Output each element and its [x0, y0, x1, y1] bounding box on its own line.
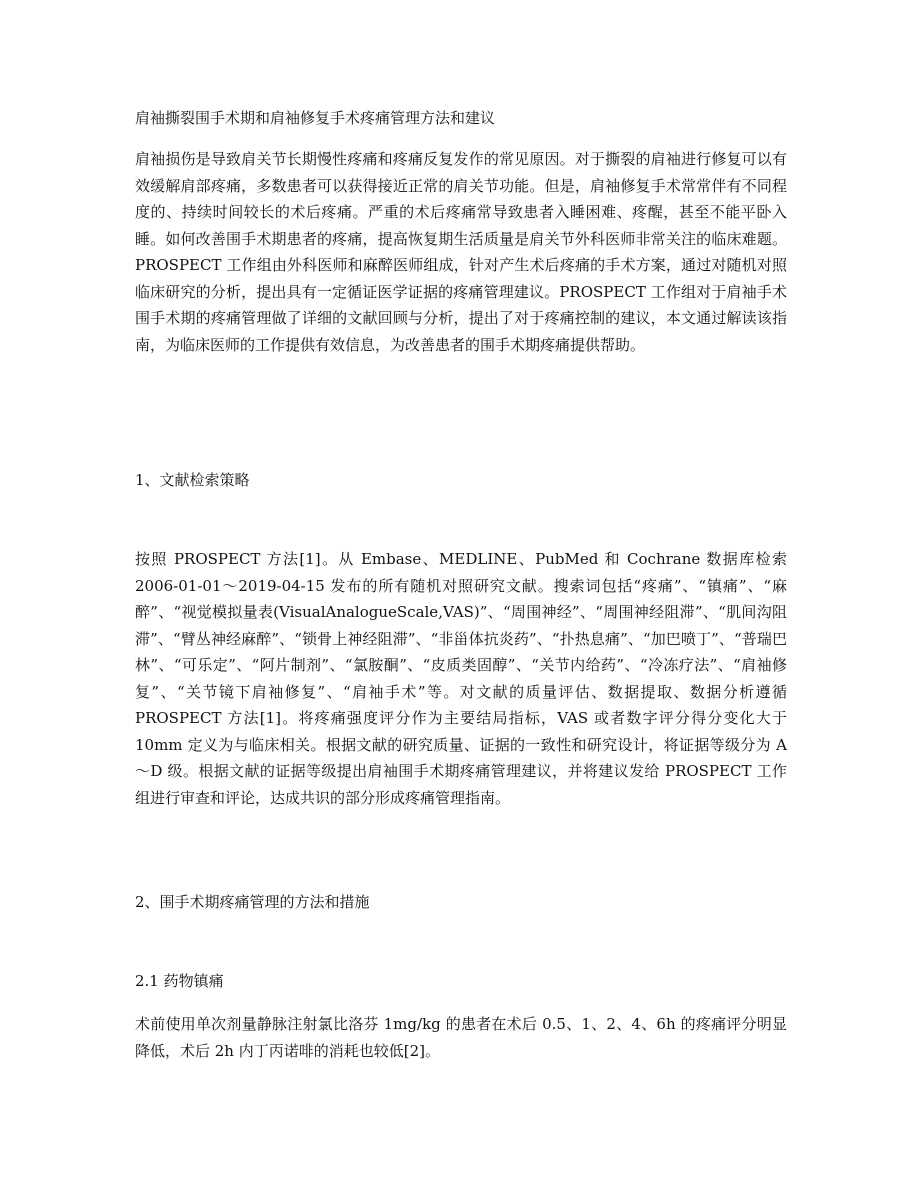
- intro-paragraph: 肩袖损伤是导致肩关节长期慢性疼痛和疼痛反复发作的常见原因。对于撕裂的肩袖进行修复可以有效缓解肩部疼痛，多数患者可以获得接近正常的肩关节功能。但是，肩袖修复手术常常伴有不同程度的、持续时间较长的术后疼痛。严重的术后疼痛常导致患者入睡困难、疼醒，甚至不能平卧入睡。如何改善围手术期患者的疼痛，提高恢复期生活质量是肩关节外科医师非常关注的临床难题。PROSPECT 工作组由外科医师和麻醉医师组成，针对产生术后疼痛的手术方案，通过对随机对照临床研究的分析，提出具有一定循证医学证据的疼痛管理建议。PROSPECT 工作组对于肩袖手术围手术期的疼痛管理做了详细的文献回顾与分析，提出了对于疼痛控制的建议，本文通过解读该指南，为临床医师的工作提供有效信息，为改善患者的围手术期疼痛提供帮助。: [135, 150, 787, 354]
- section-1-heading: 1、文献检索策略: [135, 471, 250, 489]
- section-2-heading: 2、围手术期疼痛管理的方法和措施: [135, 893, 370, 911]
- section-2-1-paragraph: 术前使用单次剂量静脉注射氯比洛芬 1mg/kg 的患者在术后 0.5、1、2、4、6h 的疼痛评分明显降低，术后 2h 内丁丙诺啡的消耗也较低[2]。: [135, 1015, 787, 1060]
- section-1-paragraph: 按照 PROSPECT 方法[1]。从 Embase、MEDLINE、PubMed 和 Cochrane 数据库检索 2006-01-01～2019-04-15 发布的所有随机对照研究文献。搜索词包括“疼痛”、“镇痛”、“麻醉”、“视觉模拟量表(VisualAnalogueScale,VAS)”、“周围神经”、“周围神经阻滞”、“肌间沟阻滞”、“臂丛神经麻醉”、“锁骨上神经阻滞”、“非甾体抗炎药”、“扑热息痛”、“加巴喷丁”、“普瑞巴林”、“可乐定”、“阿片制剂”、“氯胺酮”、“皮质类固醇”、“关节内给药”、“冷冻疗法”、“肩袖修复”、“关节镜下肩袖修复”、“肩袖手术”等。对文献的质量评估、数据提取、数据分析遵循 PROSPECT 方法[1]。将疼痛强度评分作为主要结局指标，VAS 或者数字评分得分变化大于 10mm 定义为与临床相关。根据文献的研究质量、证据的一致性和研究设计，将证据等级分为 A～D 级。根据文献的证据等级提出肩袖围手术期疼痛管理建议，并将建议发给 PROSPECT 工作组进行审查和评论，达成共识的部分形成疼痛管理指南。: [135, 550, 787, 807]
- section-2-1-heading: 2.1 药物镇痛: [135, 972, 224, 990]
- document-title: 肩袖撕裂围手术期和肩袖修复手术疼痛管理方法和建议: [135, 109, 496, 127]
